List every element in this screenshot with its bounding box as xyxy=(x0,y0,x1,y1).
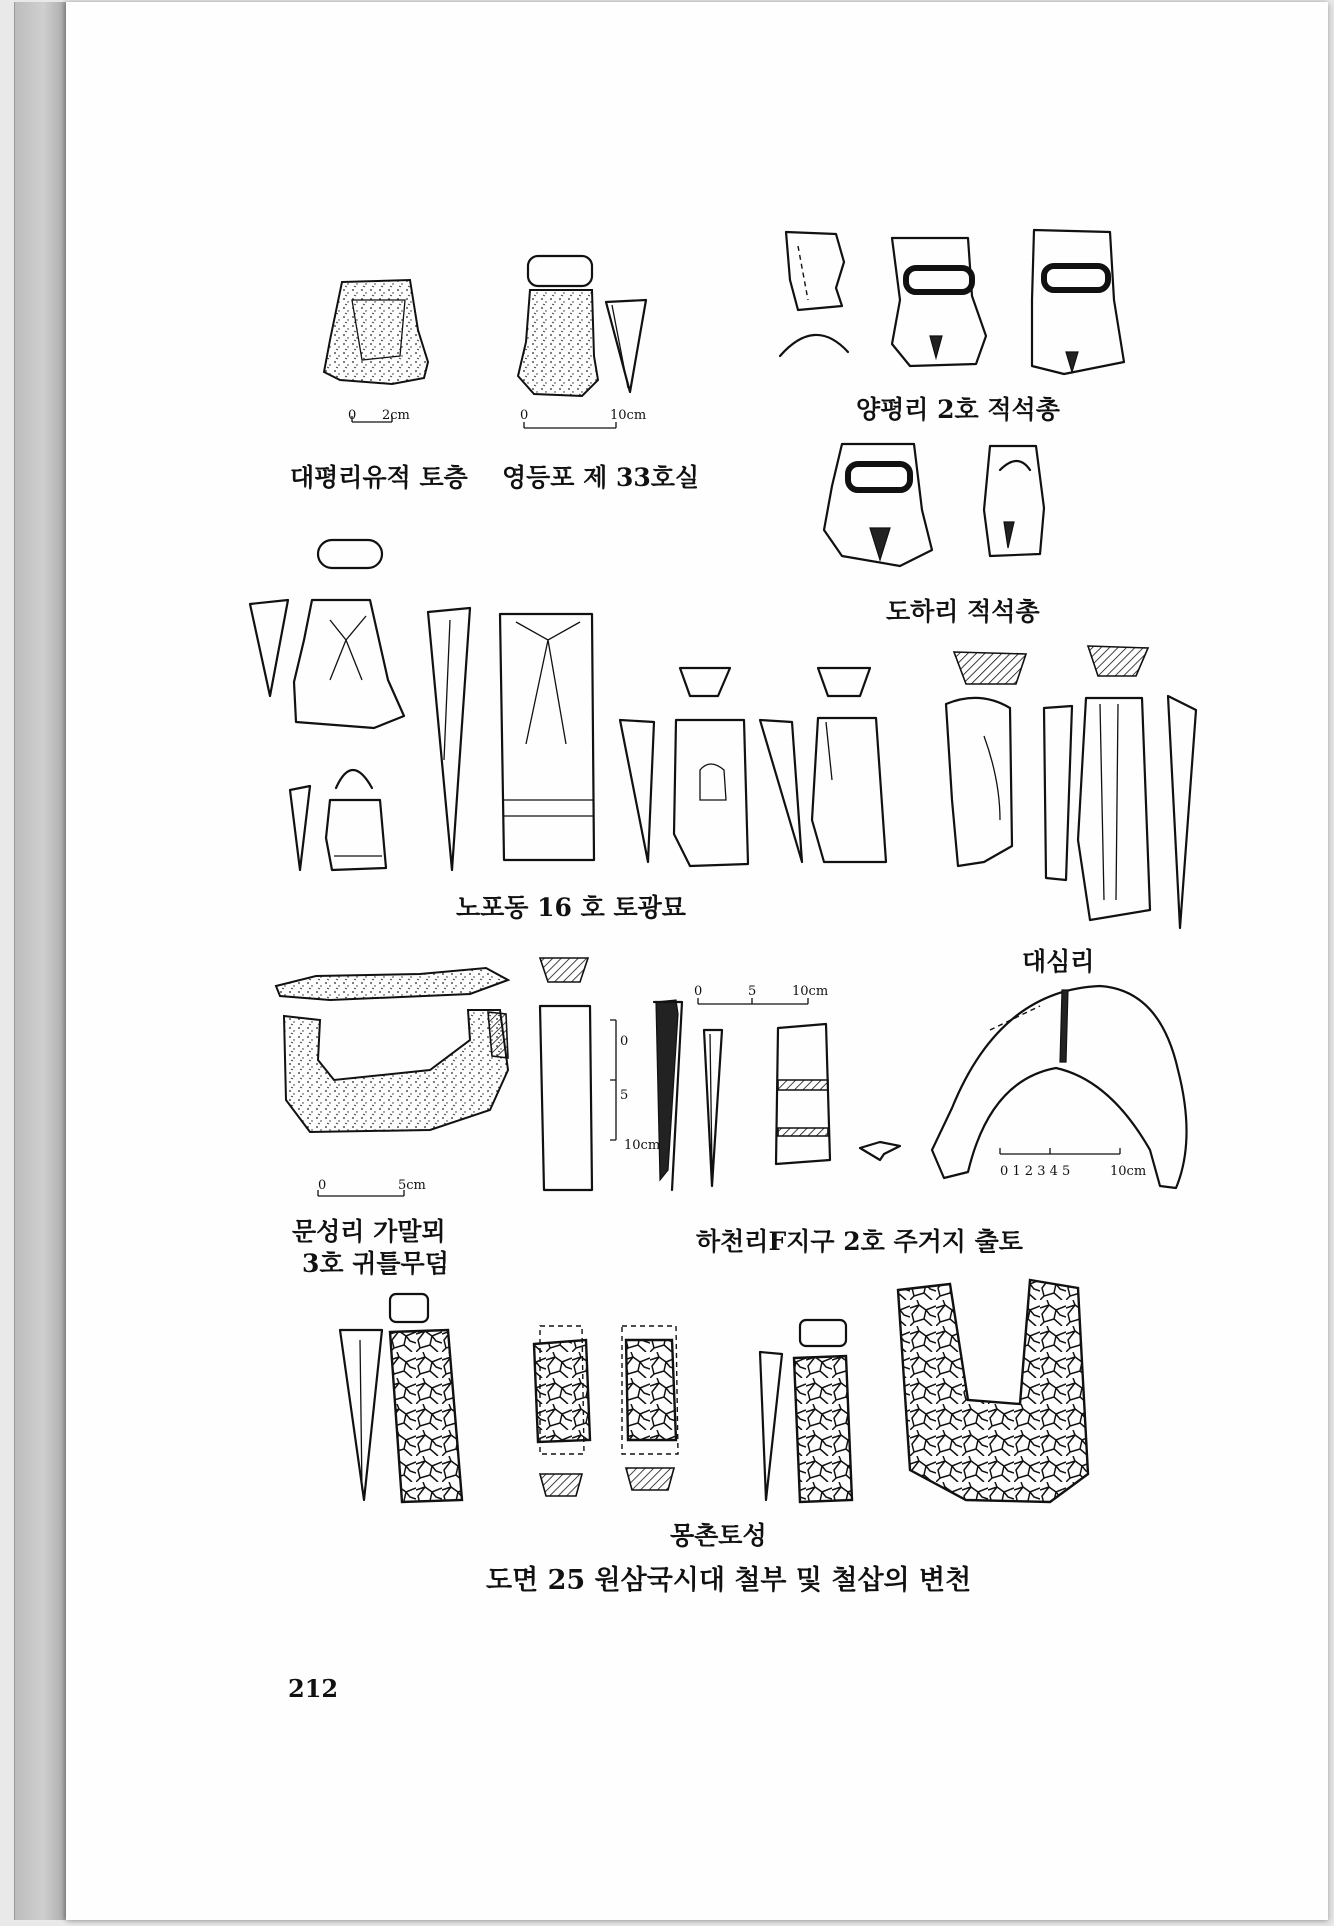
label-munseong-2: 3호 귀틀무덤 xyxy=(302,1249,449,1278)
scale-hacheon-top-5: 5 xyxy=(748,984,757,999)
yangpyeong-axe-drawings xyxy=(780,230,1124,374)
daesim-axe-drawings xyxy=(946,646,1196,928)
page-number: 212 xyxy=(288,1674,339,1703)
scale-yeongdeungpo-0: 0 xyxy=(520,408,529,423)
nopodong-axe-drawings xyxy=(250,540,886,870)
label-munseong: 문성리 가말뫼 xyxy=(292,1217,446,1246)
label-yeongdeungpo: 영등포 제 33호실 xyxy=(502,463,700,492)
label-mongchon: 몽촌토성 xyxy=(670,1521,767,1550)
scale-hacheon-side-10cm: 10cm xyxy=(624,1138,661,1153)
daesim-shovel-drawing xyxy=(932,986,1187,1188)
label-yangpyeong: 양평리 2호 적석총 xyxy=(856,395,1060,424)
scale-munseong-0: 0 xyxy=(318,1178,327,1193)
label-doha: 도하리 적석총 xyxy=(886,597,1040,626)
scale-hacheon-top-0: 0 xyxy=(694,984,703,999)
munseong-shovel-drawing xyxy=(276,968,508,1132)
hacheon-axe-drawings xyxy=(540,958,900,1190)
scale-daepyeong-0: 0 xyxy=(348,408,357,423)
scale-yeongdeungpo-10cm: 10cm xyxy=(610,408,647,423)
scale-munseong-5cm: 5cm xyxy=(398,1178,426,1193)
label-nopodong: 노포동 16 호 토광묘 xyxy=(456,893,686,922)
doha-axe-drawings xyxy=(824,444,1044,566)
book-spine xyxy=(14,2,67,1920)
scale-daesim-10cm: 10cm xyxy=(1110,1164,1147,1179)
scale-daesim-ticks: 0 1 2 3 4 5 xyxy=(1000,1164,1071,1179)
figure-caption: 도면 25 원삼국시대 철부 및 철삽의 변천 xyxy=(486,1565,972,1596)
label-hacheon: 하천리F지구 2호 주거지 출토 xyxy=(696,1227,1023,1256)
book-page xyxy=(66,2,1328,1920)
scale-hacheon-top-10cm: 10cm xyxy=(792,984,829,999)
label-daesim: 대심리 xyxy=(1022,947,1095,976)
scale-hacheon-side-5: 5 xyxy=(620,1088,629,1103)
scale-daepyeong-2cm: 2cm xyxy=(382,408,410,423)
mongchon-axe-drawings xyxy=(340,1280,1088,1502)
daepyeong-axe-drawing xyxy=(324,280,428,384)
scale-hacheon-side-0: 0 xyxy=(620,1034,629,1049)
yeongdeungpo-axe-drawings xyxy=(518,256,646,396)
artifact-drawings xyxy=(66,2,1328,1920)
label-daepyeong: 대평리유적 토층 xyxy=(290,463,468,492)
